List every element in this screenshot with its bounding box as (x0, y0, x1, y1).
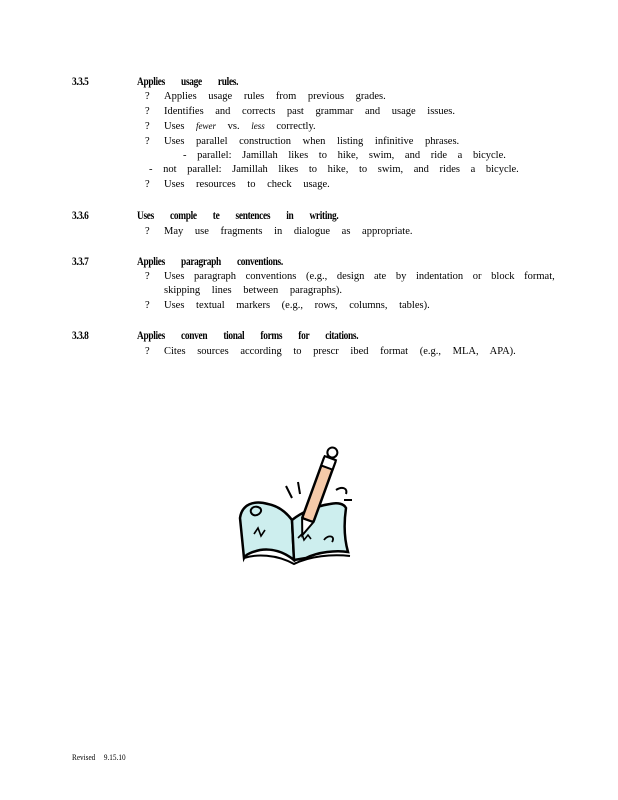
section-number: 3.3.6 (72, 208, 89, 222)
section-heading: Applies paragraph conventions. (137, 254, 283, 268)
list-item-text: correctly. (276, 121, 316, 132)
section-number: 3.3.8 (72, 328, 89, 342)
list-item: Uses textual markers (e.g., rows, columns, tables). (164, 300, 430, 311)
list-item: Uses resources to check usage. (164, 179, 330, 190)
bullet: ? (145, 91, 150, 102)
italic-term: fewer (196, 121, 217, 131)
writing-book-clipart (232, 442, 358, 574)
bullet: ? (145, 136, 150, 147)
section-number: 3.3.7 (72, 254, 89, 268)
revision-footer: Revised 9.15.10 (72, 752, 126, 762)
list-item: May use fragments in dialogue as appropriate. (164, 226, 413, 237)
bullet: ? (145, 179, 150, 190)
list-item (164, 121, 316, 132)
list-item-text: Uses (164, 121, 185, 132)
section-heading: Uses comple te sentences in writing. (137, 208, 339, 222)
bullet: ? (145, 300, 150, 311)
example-line: - not parallel: Jamillah likes to hike, to swim, and rides a bicycle. (149, 164, 519, 175)
bullet: ? (145, 106, 150, 117)
list-item-continuation: skipping lines between paragraphs). (164, 285, 343, 296)
list-item-text: vs. (227, 121, 240, 132)
list-item: Uses paragraph conventions (e.g., design ate by indentation or block format, (164, 271, 555, 282)
bullet: ? (145, 271, 150, 282)
list-item: Identifies and corrects past grammar and usage issues. (164, 106, 456, 117)
bullet: ? (145, 346, 150, 357)
list-item: Cites sources according to prescr ibed format (e.g., MLA, APA). (164, 346, 516, 357)
list-item: Applies usage rules from previous grades. (164, 91, 386, 102)
list-item: Uses parallel construction when listing infinitive phrases. (164, 136, 460, 147)
section-number: 3.3.5 (72, 74, 89, 88)
example-line: - parallel: Jamillah likes to hike, swim, and ride a bicycle. (183, 150, 506, 161)
section-heading: Applies conven tional forms for citations. (137, 328, 359, 342)
section-heading: Applies usage rules. (137, 74, 239, 88)
bullet: ? (145, 121, 150, 132)
italic-term: less (251, 121, 265, 131)
bullet: ? (145, 226, 150, 237)
